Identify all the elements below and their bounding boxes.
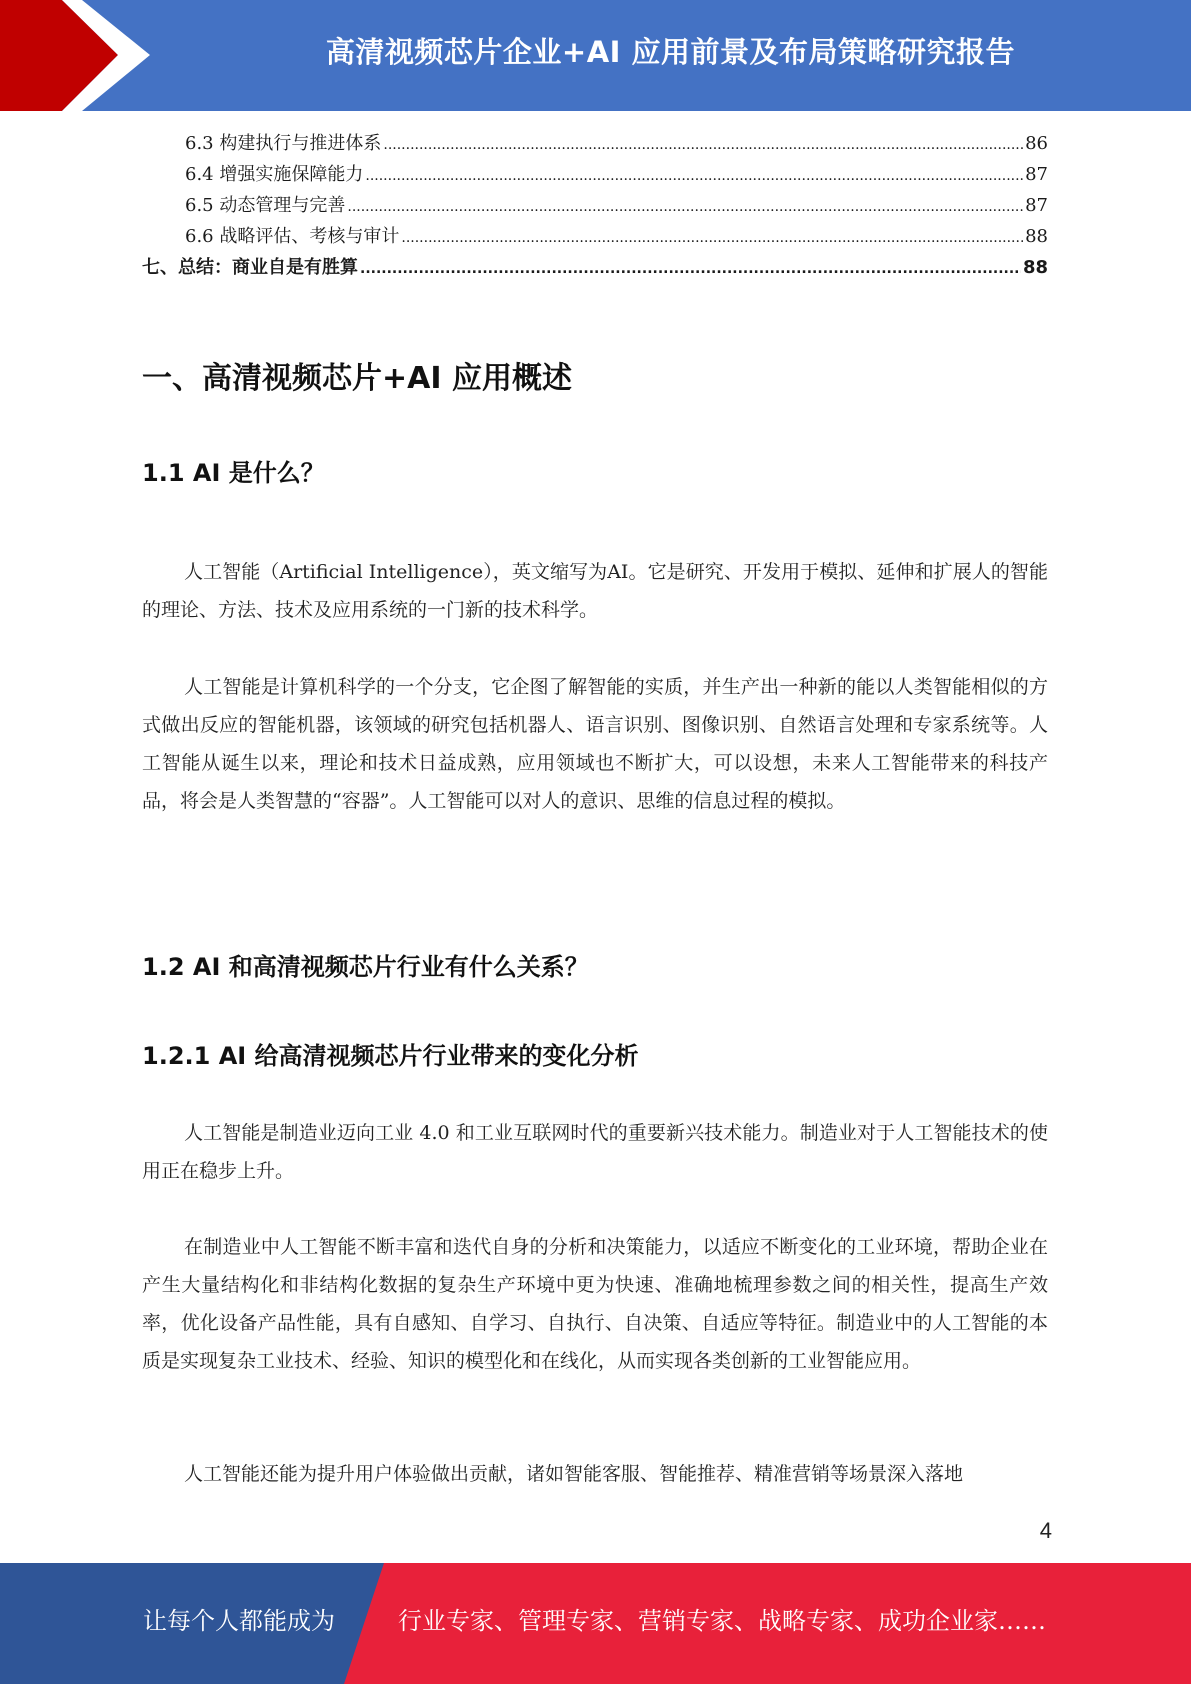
- toc-leader-dots: [365, 159, 1023, 192]
- toc-entry-number: 6.3: [185, 133, 214, 154]
- toc-entry[interactable]: [142, 128, 1048, 159]
- toc-leader-dots: [347, 190, 1023, 223]
- section-heading-1-1: 1.1 AI 是什么？: [142, 459, 325, 487]
- page-header: [0, 0, 1191, 111]
- toc-entry-label: 增强实施保障能力: [219, 164, 364, 185]
- header-arrow-decoration: [0, 0, 160, 111]
- footer-slogan-left: 让每个人都能成为: [143, 1607, 335, 1635]
- footer-slogan-right: 行业专家、管理专家、营销专家、战略专家、成功企业家……: [398, 1607, 1046, 1635]
- toc-entry[interactable]: [142, 221, 1048, 252]
- section-heading-1-2: 1.2 AI 和高清视频芯片行业有什么关系？: [142, 953, 589, 981]
- page-footer: [0, 1563, 1191, 1684]
- toc-entry-page: 88: [1022, 257, 1048, 278]
- toc-entry-chapter[interactable]: [142, 252, 1048, 283]
- toc-entry-label: 构建执行与推进体系: [219, 133, 382, 154]
- section-heading-1-2-1: 1.2.1 AI 给高清视频芯片行业带来的变化分析: [142, 1042, 639, 1070]
- paragraph: 人工智能还能为提升用户体验做出贡献，诸如智能客服、智能推荐、精准营销等场景深入落地: [184, 1463, 964, 1485]
- chapter-heading: 一、高清视频芯片+AI 应用概述: [142, 361, 572, 396]
- toc-entry-page: 87: [1025, 195, 1048, 216]
- toc-leader-dots: [401, 221, 1023, 254]
- page-number: 4: [1039, 1518, 1052, 1543]
- toc-entry[interactable]: [142, 159, 1048, 190]
- toc-leader-dots: [383, 128, 1023, 161]
- paragraph: 人工智能是制造业迈向工业 4.0 和工业互联网时代的重要新兴技术能力。制造业对于人工智能技术的使用正在稳步上升。: [142, 1122, 1048, 1182]
- paragraph: 人工智能是计算机科学的一个分支，它企图了解智能的实质，并生产出一种新的能以人类智能相似的方式做出反应的智能机器，该领域的研究包括机器人、语言识别、图像识别、自然语言处理和专家系统等。人工智能从诞生以来，理论和技术日益成熟，应用领域也不断扩大，可以设想，未来人工智能带来的科技产品，将会是人类智慧的“容器”。人工智能可以对人的意识、思维的信息过程的模拟。: [142, 676, 1048, 812]
- toc-entry-number: 6.5: [185, 195, 214, 216]
- report-title: 高清视频芯片企业+AI 应用前景及布局策略研究报告: [325, 34, 1016, 69]
- toc-entry-number: 6.4: [185, 164, 214, 185]
- paragraph: 在制造业中人工智能不断丰富和迭代自身的分析和决策能力，以适应不断变化的工业环境，帮助企业在产生大量结构化和非结构化数据的复杂生产环境中更为快速、准确地梳理参数之间的相关性，提高生产效率，优化设备产品性能，具有自感知、自学习、自执行、自决策、自适应等特征。制造业中的人工智能的本质是实现复杂工业技术、经验、知识的模型化和在线化，从而实现各类创新的工业智能应用。: [142, 1236, 1048, 1372]
- toc-entry-page: 88: [1025, 226, 1048, 247]
- toc-entry-page: 87: [1025, 164, 1048, 185]
- toc-entry-label: 战略评估、考核与审计: [219, 226, 400, 247]
- table-of-contents: [142, 128, 1048, 283]
- toc-entry-label: 七、总结：商业自是有胜算: [142, 257, 358, 278]
- toc-entry[interactable]: [142, 190, 1048, 221]
- toc-entry-page: 86: [1025, 133, 1048, 154]
- paragraph: 人工智能（Artificial Intelligence），英文缩写为AI。它是研究、开发用于模拟、延伸和扩展人的智能的理论、方法、技术及应用系统的一门新的技术科学。: [142, 561, 1048, 621]
- toc-entry-number: 6.6: [185, 226, 214, 247]
- toc-leader-dots: [360, 252, 1021, 285]
- toc-entry-label: 动态管理与完善: [219, 195, 346, 216]
